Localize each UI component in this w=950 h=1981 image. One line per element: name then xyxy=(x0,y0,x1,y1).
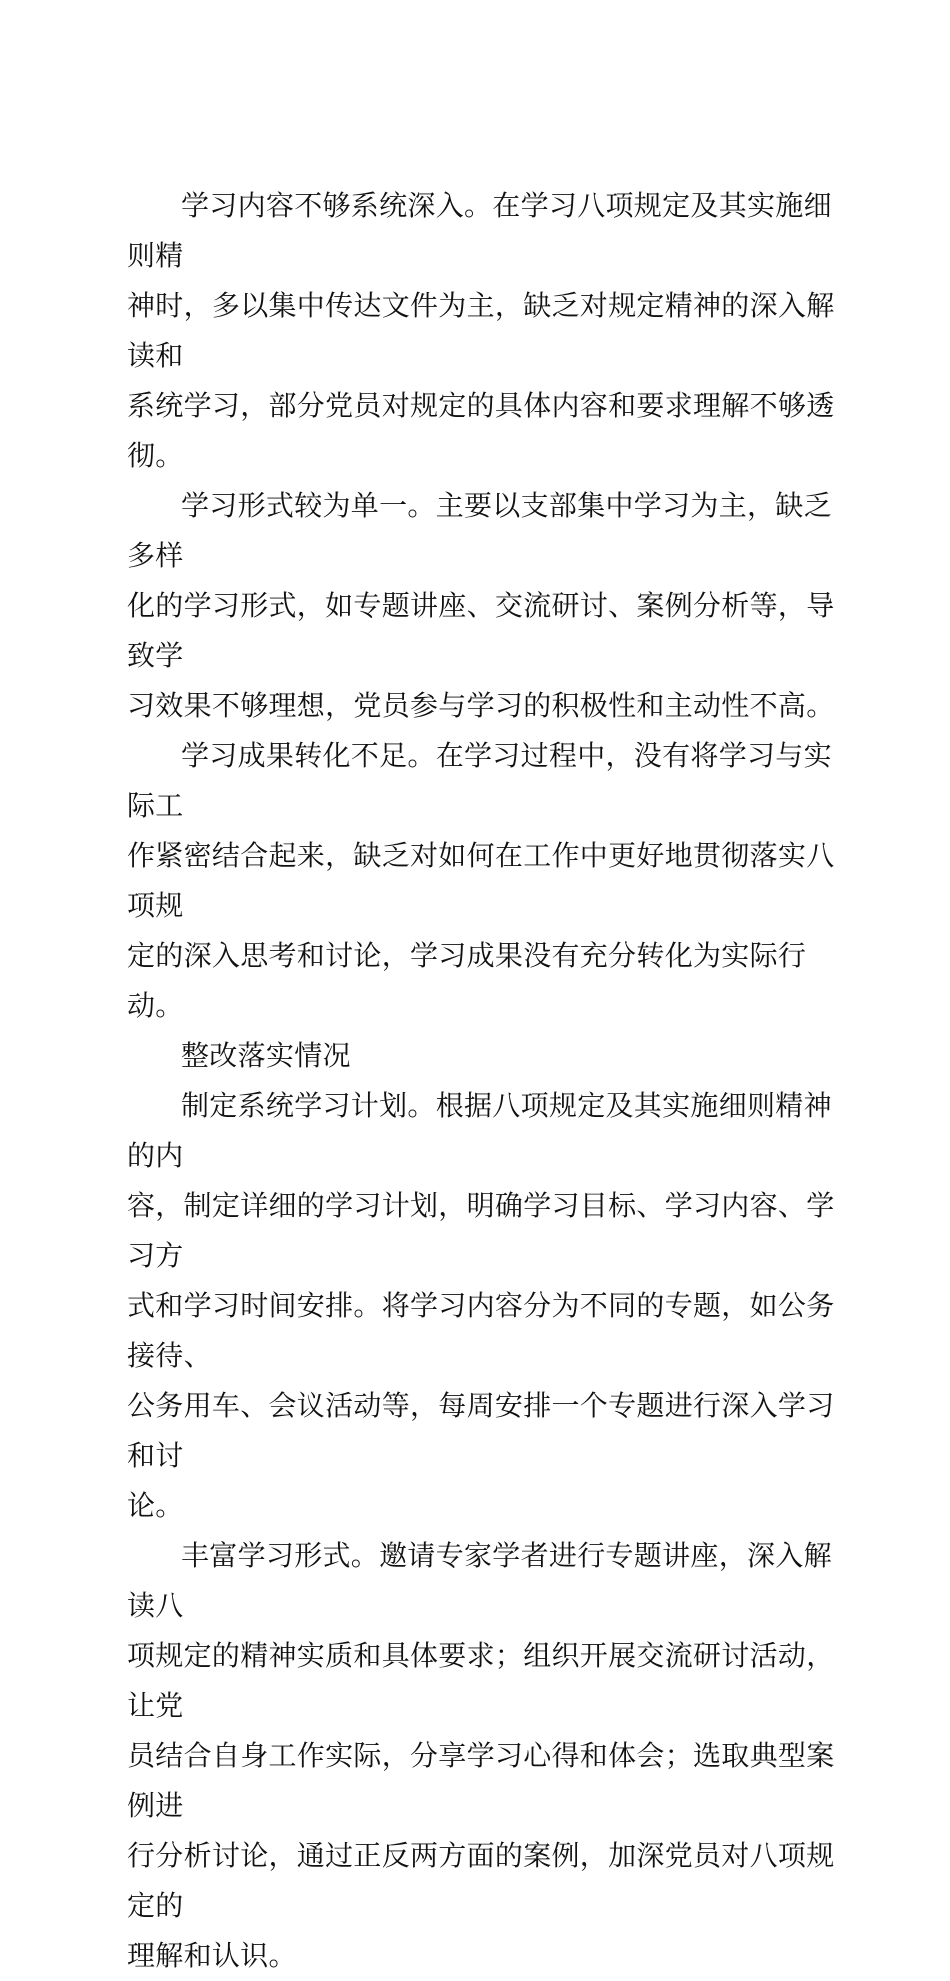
paragraph-study-content: 学习内容不够系统深入。在学习八项规定及其实施细则精 神时，多以集中传达文件为主，缺乏对规定精神的深入解读和 系统学习，部分党员对规定的具体内容和要求理解不够透彻。 xyxy=(127,189,835,472)
section-heading-rectification: 整改落实情况 xyxy=(181,1039,351,1072)
paragraph-study-plan: 制定系统学习计划。根据八项规定及其实施细则精神的内 容，制定详细的学习计划，明确学习目标、学习内容、学习方 式和学习时间安排。将学习内容分为不同的专题，如公务接待、 公务用车、会议活动等，每周安排一个专题进行深入学习和讨 论。 xyxy=(127,1089,835,1522)
paragraph-study-results: 学习成果转化不足。在学习过程中，没有将学习与实际工 作紧密结合起来，缺乏对如何在工作中更好地贯彻落实八项规 定的深入思考和讨论，学习成果没有充分转化为实际行动。 xyxy=(127,739,835,1022)
paragraph-enrich-forms: 丰富学习形式。邀请专家学者进行专题讲座，深入解读八 项规定的精神实质和具体要求；组织开展交流研讨活动，让党 员结合自身工作实际，分享学习心得和体会；选取典型案例进 行分析讨论，通过正反两方面的案例，加深党员对八项规定的 理解和认识。 xyxy=(127,1539,835,1972)
document-body xyxy=(127,181,843,1981)
paragraph-study-form: 学习形式较为单一。主要以支部集中学习为主，缺乏多样 化的学习形式，如专题讲座、交流研讨、案例分析等，导致学 习效果不够理想，党员参与学习的积极性和主动性不高。 xyxy=(127,489,835,722)
